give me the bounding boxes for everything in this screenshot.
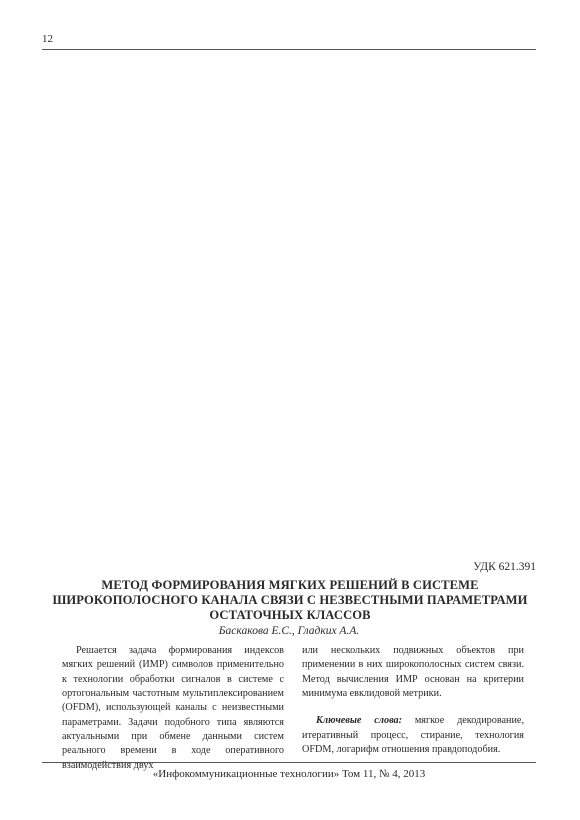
abstract-left-column	[62, 644, 284, 773]
abstract-paragraph: Решается задача формирования индексов мягких решений (ИМР) символов применительно к технологии обработки сигналов в системе с ортогональным частотным мультиплексированием (OFDM), использующей каналы с неизвестными параметрами. Задачи подобного типа являются актуальными при обмене данными систем реального времени в ходе оперативного взаимодействия двух	[62, 645, 284, 771]
header-rule	[42, 49, 536, 50]
page-number: 12	[42, 33, 53, 45]
udk-code: УДК 621.391	[473, 561, 536, 573]
article-title: МЕТОД ФОРМИРОВАНИЯ МЯГКИХ РЕШЕНИЙ В СИСТЕМЕ ШИРОКОПОЛОСНОГО КАНАЛА СВЯЗИ С НЕЗВЕСТНЫМИ ПАРАМЕТРАМИ ОСТАТОЧНЫХ КЛАССОВ	[52, 578, 528, 622]
journal-info: «Инфокоммуникационные технологии» Том 11, № 4, 2013	[152, 768, 426, 780]
keywords	[302, 714, 524, 757]
keywords-text: мягкое декодирование, итеративный процесс, стирание, технология OFDM, логарифм отношения правдоподобия.	[302, 715, 525, 756]
article-authors: Баскакова Е.С., Гладких А.А.	[218, 625, 360, 637]
keywords-label: Ключевые слова:	[316, 715, 403, 727]
abstract-continuation: или нескольких подвижных объектов при применении в них широкополосных систем связи. Метод вычисления ИМР основан на критерии минимума евклидовой метрики.	[302, 645, 524, 700]
abstract-right-column	[302, 644, 524, 757]
footer	[42, 762, 536, 781]
